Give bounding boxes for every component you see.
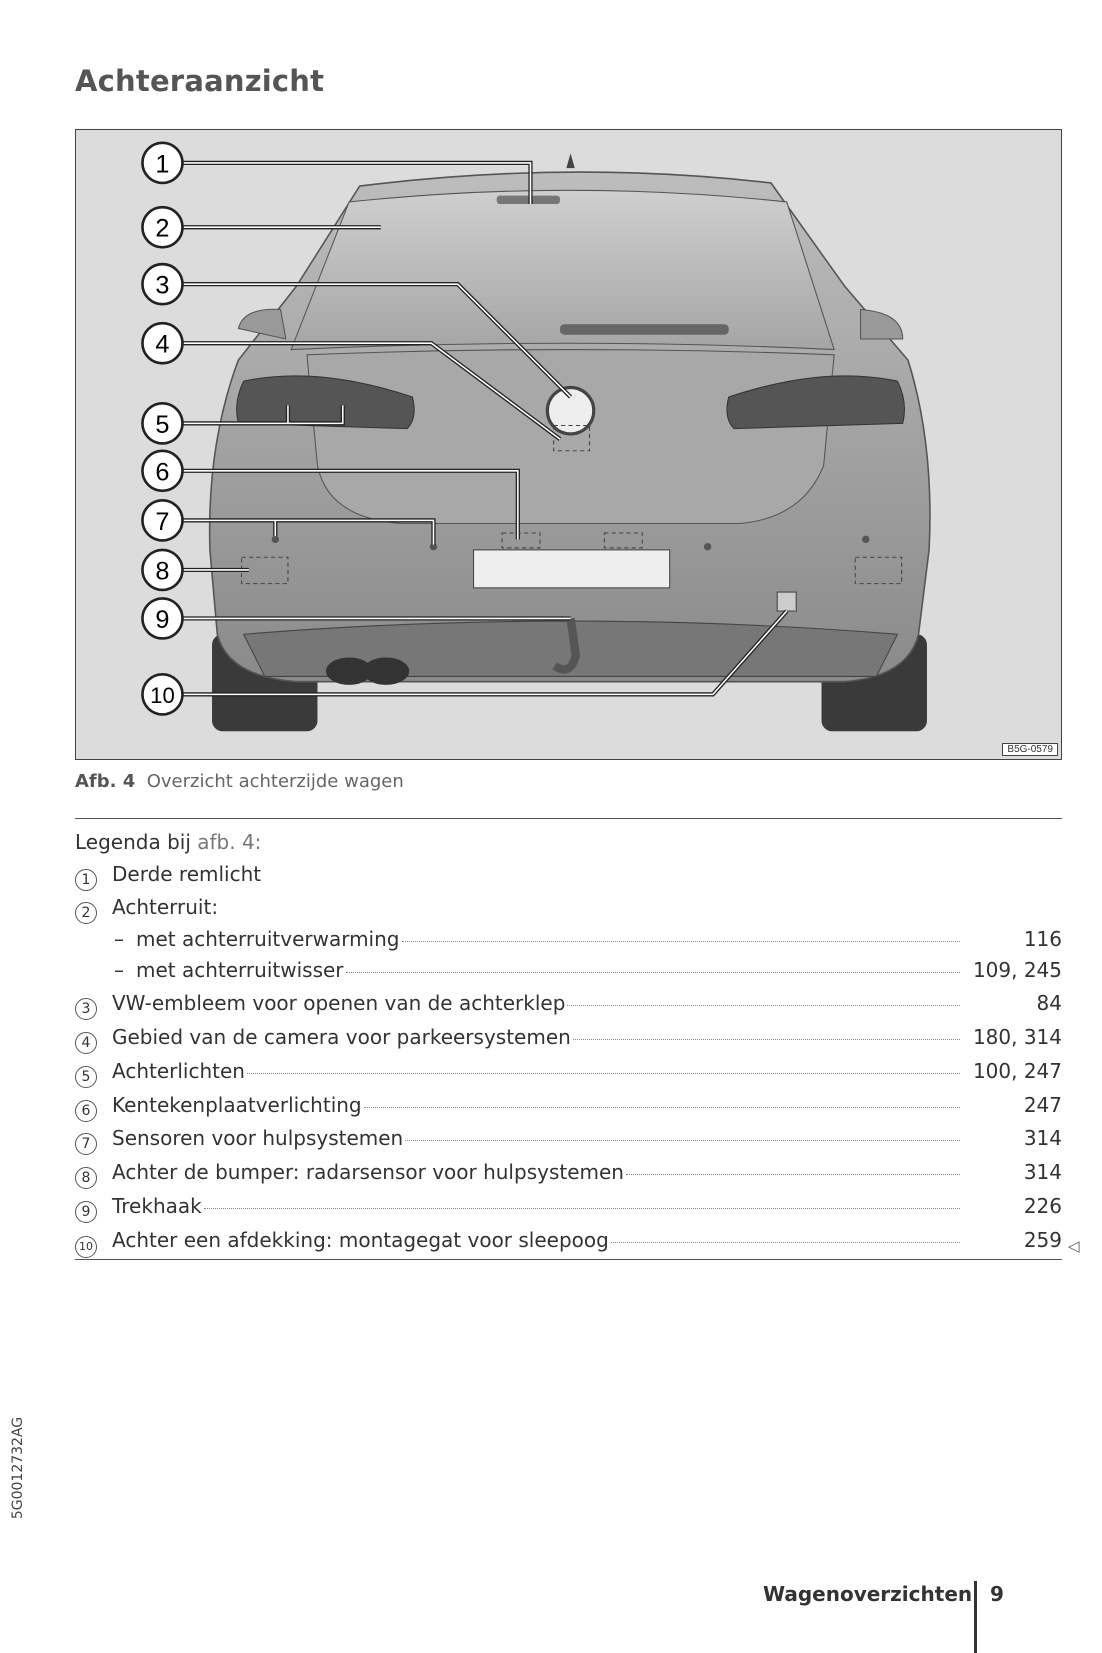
svg-text:10: 10 bbox=[150, 682, 175, 708]
callout-4 bbox=[142, 323, 182, 363]
callout-10 bbox=[142, 674, 182, 714]
figure-caption bbox=[75, 771, 404, 792]
legend-number: 7 bbox=[75, 1133, 97, 1155]
page-references[interactable]: 109, 245 bbox=[972, 958, 1062, 982]
page-references[interactable]: 314 bbox=[1023, 1126, 1062, 1150]
legend-label: Achterlichten bbox=[112, 1059, 245, 1083]
figure-code: B5G-0579 bbox=[1002, 743, 1058, 756]
callout-9 bbox=[142, 598, 182, 638]
dot-leader bbox=[611, 1242, 960, 1243]
svg-text:4: 4 bbox=[155, 330, 170, 359]
caption-label: Afb. 4 bbox=[75, 771, 136, 792]
section-end-icon: ◁ bbox=[1068, 1237, 1080, 1255]
page-references[interactable]: 100, 247 bbox=[972, 1059, 1062, 1083]
callout-1 bbox=[142, 143, 182, 183]
page-title: Achteraanzicht bbox=[75, 64, 325, 98]
dot-leader bbox=[573, 1039, 960, 1040]
page-references[interactable]: 259 bbox=[1023, 1228, 1062, 1252]
svg-text:9: 9 bbox=[155, 605, 170, 634]
page-number: 9 bbox=[990, 1582, 1004, 1606]
dot-leader bbox=[204, 1208, 960, 1209]
callout-markers bbox=[142, 143, 182, 715]
svg-text:6: 6 bbox=[155, 458, 170, 487]
dot-leader bbox=[247, 1073, 960, 1074]
svg-text:8: 8 bbox=[155, 557, 170, 586]
callout-5 bbox=[142, 403, 182, 443]
bullet-dash: – bbox=[114, 958, 124, 982]
dot-leader bbox=[364, 1107, 960, 1108]
page-references[interactable]: 116 bbox=[1023, 927, 1062, 951]
legend-label: Achter een afdekking: montagegat voor sleepoog bbox=[112, 1228, 609, 1252]
svg-text:1: 1 bbox=[155, 150, 170, 179]
legend-label: Gebied van de camera voor parkeersystemen bbox=[112, 1025, 571, 1049]
legend-number: 5 bbox=[75, 1066, 97, 1088]
legend-item bbox=[75, 1194, 1062, 1224]
callout-6 bbox=[142, 451, 182, 491]
legend-item bbox=[75, 1126, 1062, 1156]
legend-label: Trekhaak bbox=[112, 1194, 202, 1218]
bullet-dash: – bbox=[114, 927, 124, 951]
svg-text:3: 3 bbox=[155, 271, 170, 300]
legend-label: Kentekenplaatverlichting bbox=[112, 1093, 362, 1117]
legend-label: Derde remlicht bbox=[112, 862, 262, 886]
legend-label: VW-embleem voor openen van de achterklep bbox=[112, 991, 566, 1015]
footer-section-title: Wagenoverzichten bbox=[763, 1582, 973, 1606]
svg-text:2: 2 bbox=[155, 214, 170, 243]
legend-heading bbox=[75, 830, 261, 854]
legend-item bbox=[75, 895, 1062, 925]
legend-item bbox=[75, 991, 1062, 1021]
page-references[interactable]: 247 bbox=[1023, 1093, 1062, 1117]
callout-7 bbox=[142, 500, 182, 540]
callout-3 bbox=[142, 264, 182, 304]
legend-label: met achterruitwisser bbox=[136, 958, 344, 982]
legend-item bbox=[75, 1059, 1062, 1089]
legend-label: met achterruitverwarming bbox=[136, 927, 400, 951]
legend-number: 9 bbox=[75, 1201, 97, 1223]
document-code: 5G0012732AG bbox=[10, 1416, 26, 1520]
legend-label: Sensoren voor hulpsystemen bbox=[112, 1126, 404, 1150]
legend-item bbox=[75, 958, 1062, 988]
legend-number: 6 bbox=[75, 1100, 97, 1122]
legend-number: 1 bbox=[75, 869, 97, 891]
dot-leader bbox=[405, 1140, 960, 1141]
legend-item bbox=[75, 1025, 1062, 1055]
page-references[interactable]: 84 bbox=[1036, 991, 1062, 1015]
dot-leader bbox=[346, 972, 960, 973]
dot-leader bbox=[626, 1174, 960, 1175]
legend-item bbox=[75, 1160, 1062, 1190]
page-references[interactable]: 226 bbox=[1023, 1194, 1062, 1218]
svg-text:5: 5 bbox=[155, 410, 170, 439]
dot-leader bbox=[567, 1005, 960, 1006]
legend-heading-text: Legenda bij bbox=[75, 830, 191, 854]
dot-leader bbox=[402, 941, 961, 942]
legend-number: 10 bbox=[75, 1236, 97, 1258]
legend-number: 2 bbox=[75, 902, 97, 924]
legend-number: 8 bbox=[75, 1167, 97, 1189]
legend-item bbox=[75, 927, 1062, 957]
legend-number: 4 bbox=[75, 1032, 97, 1054]
legend-label: Achter de bumper: radarsensor voor hulpsystemen bbox=[112, 1160, 624, 1184]
callout-2 bbox=[142, 207, 182, 247]
svg-text:7: 7 bbox=[155, 507, 170, 536]
callout-8 bbox=[142, 550, 182, 590]
rear-view-illustration bbox=[75, 129, 1062, 760]
legend-item bbox=[75, 862, 1062, 892]
divider bbox=[75, 1259, 1062, 1260]
legend-number: 3 bbox=[75, 998, 97, 1020]
caption-text: Overzicht achterzijde wagen bbox=[146, 771, 404, 792]
legend-item bbox=[75, 1093, 1062, 1123]
page-references[interactable]: 314 bbox=[1023, 1160, 1062, 1184]
legend-label: Achterruit: bbox=[112, 895, 219, 919]
car-rear-drawing bbox=[76, 130, 1062, 760]
figure-reference-link[interactable]: afb. 4: bbox=[197, 830, 262, 854]
legend-item bbox=[75, 1228, 1062, 1258]
footer-divider bbox=[974, 1581, 977, 1653]
divider bbox=[75, 818, 1062, 819]
page-references[interactable]: 180, 314 bbox=[972, 1025, 1062, 1049]
